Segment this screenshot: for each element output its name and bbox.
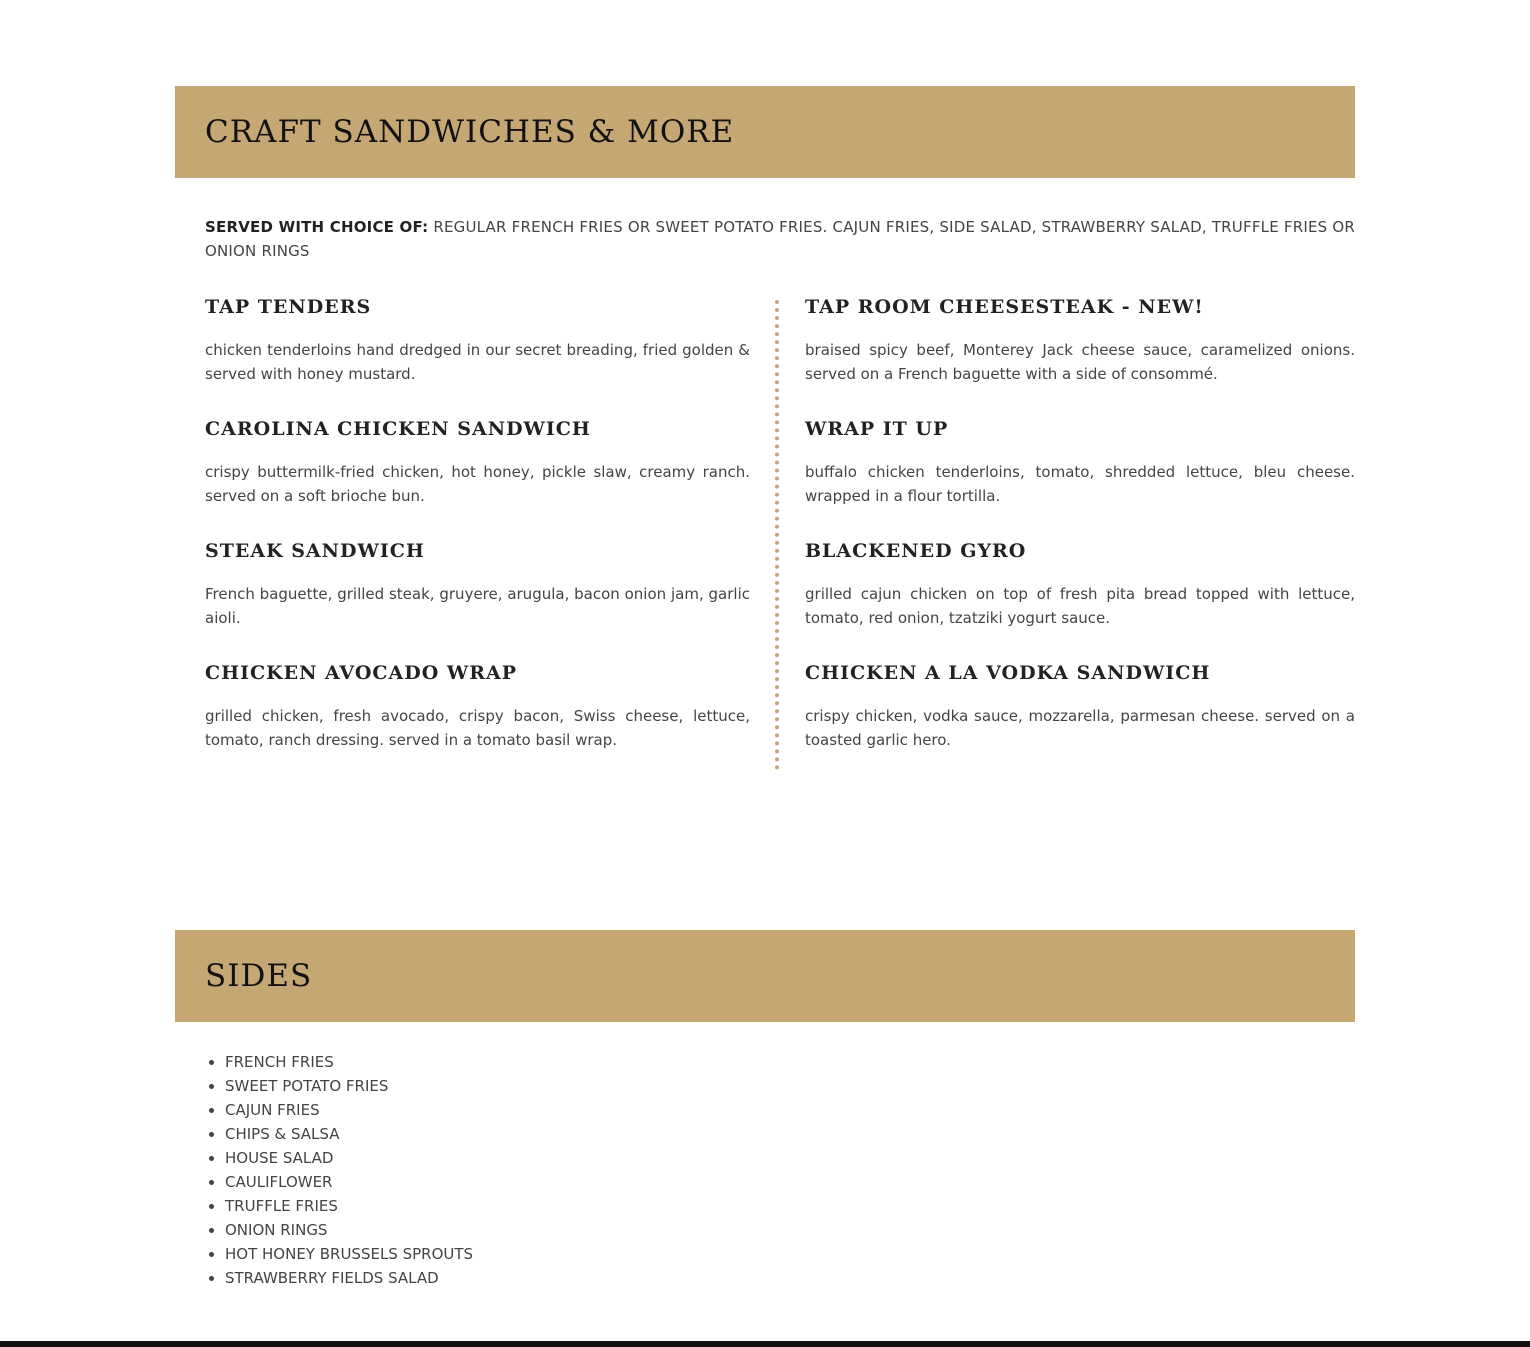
section-title-sandwiches: CRAFT SANDWICHES & MORE <box>205 114 735 150</box>
menu-item <box>205 295 750 417</box>
menu-item-title: BLACKENED GYRO <box>805 540 1027 562</box>
list-item: • STRAWBERRY FIELDS SALAD <box>225 1266 473 1290</box>
menu-item <box>805 539 1355 661</box>
menu-item-title: CHICKEN A LA VODKA SANDWICH <box>805 662 1211 684</box>
list-item: • CAJUN FRIES <box>225 1098 473 1122</box>
sides-list <box>205 1050 473 1290</box>
list-item: • SWEET POTATO FRIES <box>225 1074 473 1098</box>
list-item: • CAULIFLOWER <box>225 1170 473 1194</box>
menu-item-title: WRAP IT UP <box>805 418 949 440</box>
menu-item-description: crispy buttermilk-fried chicken, hot honey, pickle slaw, creamy ranch. served on a soft brioche bun. <box>205 463 750 505</box>
menu-column-right <box>805 295 1355 783</box>
served-with-note <box>205 215 1355 263</box>
section-header-sides <box>175 930 1355 1022</box>
served-with-text: REGULAR FRENCH FRIES OR SWEET POTATO FRIES. CAJUN FRIES, SIDE SALAD, STRAWBERRY SALAD, TRUFFLE FRIES OR ONION RINGS <box>205 218 1355 260</box>
menu-item-description: chicken tenderloins hand dredged in our secret breading, fried golden & served with honey mustard. <box>205 341 750 383</box>
menu-item-title: CAROLINA CHICKEN SANDWICH <box>205 418 591 440</box>
column-divider <box>775 300 779 770</box>
menu-item-description: crispy chicken, vodka sauce, mozzarella, parmesan cheese. served on a toasted garlic hero. <box>805 707 1355 749</box>
menu-item-description: buffalo chicken tenderloins, tomato, shredded lettuce, bleu cheese. wrapped in a flour tortilla. <box>805 463 1355 505</box>
list-item: • ONION RINGS <box>225 1218 473 1242</box>
menu-item <box>205 417 750 539</box>
list-item: • HOT HONEY BRUSSELS SPROUTS <box>225 1242 473 1266</box>
menu-column-left <box>205 295 750 783</box>
menu-item <box>805 661 1355 783</box>
list-item: • FRENCH FRIES <box>225 1050 473 1074</box>
menu-item <box>205 661 750 783</box>
footer-bar <box>0 1341 1530 1347</box>
list-item: • CHIPS & SALSA <box>225 1122 473 1146</box>
section-title-sides: SIDES <box>205 958 313 994</box>
menu-item-description: French baguette, grilled steak, gruyere, arugula, bacon onion jam, garlic aioli. <box>205 585 750 627</box>
section-header-sandwiches <box>175 86 1355 178</box>
menu-item-description: grilled chicken, fresh avocado, crispy bacon, Swiss cheese, lettuce, tomato, ranch dressing. served in a tomato basil wrap. <box>205 707 750 749</box>
menu-item-description: grilled cajun chicken on top of fresh pita bread topped with lettuce, tomato, red onion, tzatziki yogurt sauce. <box>805 585 1355 627</box>
menu-item-title: TAP TENDERS <box>205 296 372 318</box>
menu-item <box>205 539 750 661</box>
menu-item <box>805 417 1355 539</box>
menu-item <box>805 295 1355 417</box>
menu-item-title: CHICKEN AVOCADO WRAP <box>205 662 518 684</box>
list-item: • TRUFFLE FRIES <box>225 1194 473 1218</box>
menu-item-description: braised spicy beef, Monterey Jack cheese sauce, caramelized onions. served on a French baguette with a side of consommé. <box>805 341 1355 383</box>
menu-item-title: TAP ROOM CHEESESTEAK - NEW! <box>805 296 1204 318</box>
served-with-label: SERVED WITH CHOICE OF: <box>205 218 429 236</box>
list-item: • HOUSE SALAD <box>225 1146 473 1170</box>
menu-item-title: STEAK SANDWICH <box>205 540 425 562</box>
